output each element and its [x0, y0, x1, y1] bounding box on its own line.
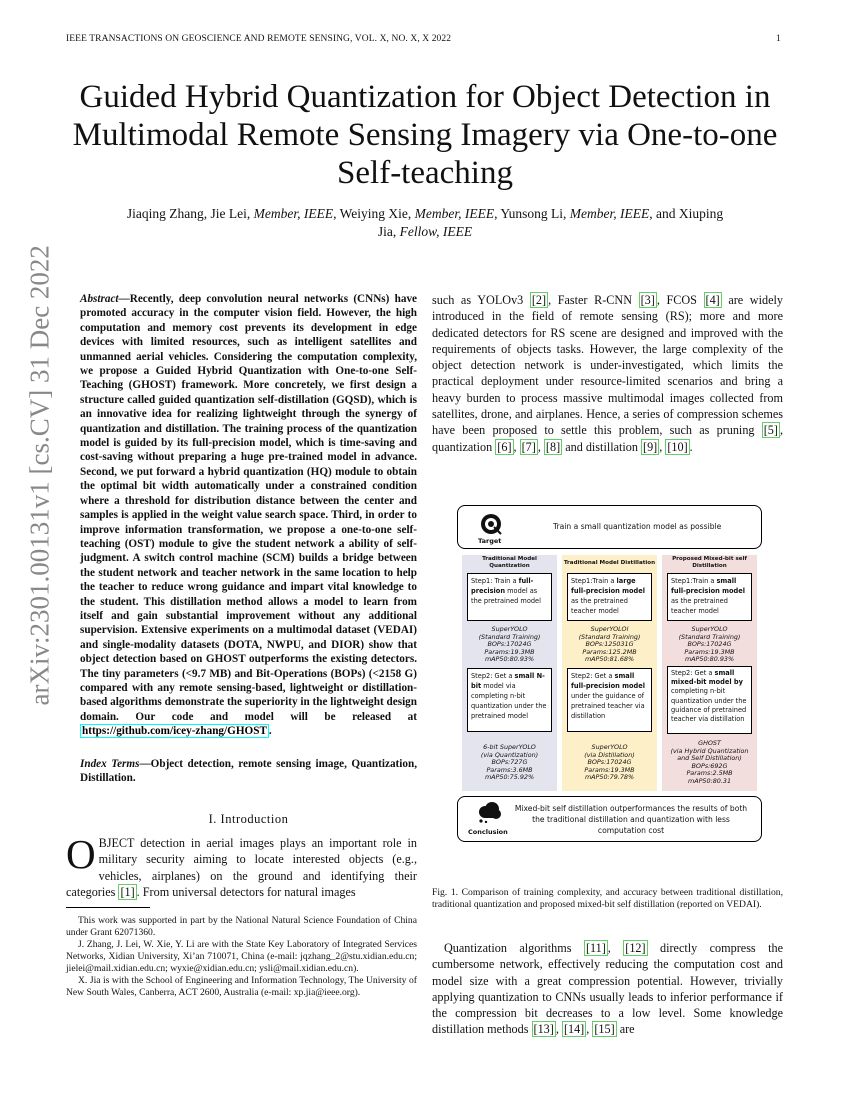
step1-box: Step1:Train a small full-precision model as the pretrained teacher model — [667, 573, 752, 621]
step2-box: Step2: Get a small mixed-bit model by completing n-bit quantization under the guidance of pretrained teacher via distillation — [667, 666, 752, 734]
citation[interactable]: [1] — [120, 884, 135, 899]
citation[interactable]: [11] — [585, 941, 606, 955]
citation[interactable]: [5] — [763, 423, 778, 438]
target-label: Target — [478, 537, 502, 545]
github-link[interactable]: https://github.com/icey-zhang/GHOST — [82, 725, 267, 738]
target-box — [457, 505, 762, 549]
stats-block: GHOST (via Hybrid Quantization and Self Distillation) BOPs:692G Params:2.5MB mAP50:80.31 — [670, 739, 749, 785]
footnote: X. Jia is with the School of Engineering and Information Technology, The University of New South Wales, Canberra, ACT 2600, Australia (e-mail: xp.jia@ieee.org). — [66, 975, 417, 998]
figure-1 — [457, 500, 762, 845]
citation[interactable]: [14] — [563, 1022, 585, 1037]
right-column-top: such as YOLOv3 [2] , Faster R-CNN [3] , FCOS [4] are widely introduced in the field of remote sensing (RS); more and more dedicated detectors for RS scene are designed and improved with the requirements of objects tasks. However, the large complexity of the object detection network is under-investigated, which limits the practical deployment under resource-limited scenarios and bring a heavy burden to process massive multimodal images collected from satellites, drone, and airplanes. Hence, a series of compression schemes have been proposed to settle this problem, such as pruning [5] , quantization [6] , [7] , [8] and distillation [9] , [10] . — [432, 293, 783, 454]
citation[interactable]: [6] — [497, 439, 512, 454]
column-title: Traditional Model Quantization — [482, 556, 537, 569]
step2-box: Step2: Get a small full-precision model under the guidance of pretrained teacher via distillation — [567, 668, 652, 732]
citation[interactable]: [15] — [594, 1022, 615, 1037]
citation[interactable]: [4] — [705, 293, 720, 307]
citation[interactable]: [9] — [643, 439, 658, 454]
citation[interactable]: [2] — [531, 293, 547, 307]
stats-block: SuperYOLO (Standard Training) BOPs:17024G Params:19.3MB mAP50:80.93% — [478, 625, 541, 664]
running-header: IEEE TRANSACTIONS ON GEOSCIENCE AND REMOTE SENSING, VOL. X, NO. X, X 2022 — [66, 34, 452, 44]
cloud-icon — [476, 801, 502, 823]
intro-paragraph: OBJECT detection in aerial images plays an important role in military security aiming to locate interested objects (e.g., vehicles, airplanes) on the ground and identifying their categories [1] . From universal detectors for natural images — [66, 831, 417, 899]
footnote: J. Zhang, J. Lei, W. Xie, Y. Li are with the State Key Laboratory of Integrated Services Networks, Xidian University, Xi’an 710071, China (e-mail: jqzhang_2@stu.xidian.edu.cn; jielei@mail.xidian.edu.cn; wyxie@xidian.edu.cn; ysli@mail.xidian.edu.cn). — [66, 939, 417, 974]
section-heading: I. Introduction — [208, 812, 289, 826]
authors: Jiaqing Zhang, Jie Lei, Member, IEEE, Weiying Xie, Member, IEEE, Yunsong Li, Member, IEEE, and Xiuping Jia, Fellow, IEEE — [126, 206, 724, 239]
footnote-rule — [66, 907, 150, 908]
target-text: Train a small quantization model as possible — [553, 522, 722, 531]
footnotes — [66, 915, 417, 999]
abstract-label: Abstract — [80, 293, 119, 305]
dropcap: O — [66, 831, 96, 877]
stats-block: SuperYOLOl (Standard Training) BOPs:125031G Params:125.2MB mAP50:81.68% — [578, 625, 641, 664]
conclusion-box — [457, 796, 762, 842]
index-terms: Index Terms—Object detection, remote sensing image, Quantization, Distillation. — [80, 758, 417, 785]
stats-block: 6-bit SuperYOLO (via Quantization) BOPs:727G Params:3.6MB mAP50:75.92% — [480, 743, 539, 782]
figure-caption: Fig. 1. Comparison of training complexity, and accuracy between traditional distillation, traditional quantization and proposed mixed-bit self distillation (reported on VEDAI). — [432, 887, 783, 910]
arxiv-watermark: arXiv:2301.00131v1 [cs.CV] 31 Dec 2022 — [24, 245, 55, 706]
citation[interactable]: [7] — [521, 439, 536, 454]
page-number: 1 — [776, 34, 781, 44]
citation[interactable]: [3] — [640, 293, 655, 307]
step2-box: Step2: Get a small N-bit model via completing n-bit quantization under the pretrained model — [467, 668, 552, 732]
footnote: This work was supported in part by the National Natural Science Foundation of China under Grant 62071360. — [66, 915, 417, 938]
citation[interactable]: [8] — [545, 439, 561, 454]
column-title: Proposed Mixed-bit self Distillation — [672, 556, 747, 569]
paper-title: Guided Hybrid Quantization for Object Detection in Multimodal Remote Sensing Imagery via One-to-one Self-teaching — [72, 79, 778, 191]
step1-box: Step1:Train a large full-precision model as the pretrained teacher model — [567, 573, 652, 621]
right-column-bottom: Quantization algorithms [11] , [12] directly compress the cumbersome network, effectively reducing the computation cost and model size with a great compression potential. However, trivially applying quantization to CNNs usually leads to inferior performance if the compression bit decreases to a low level. Some knowledge distillation methods [13] , [14] , [15] are — [432, 941, 783, 1037]
citation[interactable]: [13] — [533, 1022, 554, 1037]
step1-box: Step1: Train a full-precision model as the pretrained model — [467, 573, 552, 621]
target-icon — [480, 513, 502, 535]
conclusion-label: Conclusion — [468, 828, 508, 836]
citation[interactable]: [10] — [667, 439, 688, 454]
stats-block: SuperYOLO (via Distillation) BOPs:17024G Params:19.3MB mAP50:79.78% — [584, 743, 635, 782]
column-title: Traditional Model Distillation — [563, 560, 656, 566]
conclusion-text: Mixed-bit self distillation outperformances the results of both the traditional distillation and quantization with less computation cost — [514, 804, 748, 835]
citation[interactable]: [12] — [625, 941, 646, 955]
abstract: Abstract—Recently, deep convolution neural networks (CNNs) have promoted accuracy in the computer vision field. However, the high computation and memory cost prevents its development in edge devices with limited resources, such as intelligent satellites and unmanned aerial vehicles. Considering the computation complexity, we propose a Guided Hybrid Quantization with One-to-one Self-Teaching (GHOST) framework. More concretely, we first design a structure called guided quantization self-distillation (GQSD), which is an innovative idea for realizing lightweight through the synergy of quantization and distillation. The training process of the quantization model is guided by its full-precision model, which is time-saving and cost-saving without preparing a huge pre-trained model in advance. Second, we put forward a hybrid quantization (HQ) module to obtain the optimal bit width automatically under a constrained condition where a threshold for distribution distance between the center and samples is applied in the weight value search space. Third, in order to improve information transformation, we propose a one-to-one self-teaching (OST) module to give the student network a ability of self-judgment. A switch control machine (SCM) builds a bridge between the student network and teacher network in the same location to help the teacher to reduce wrong guidance and impart vital knowledge to the student. This distillation method allows a model to learn from itself and gain substantial improvement without any additional supervision. Extensive experiments on a multimodal dataset (VEDAI) and single-modality datasets (DOTA, NWPU, and DIOR) show that object detection based on GHOST outperforms the existing detectors. The tiny parameters (<9.7 MB) and Bit-Operations (BOPs) (<2158 G) compared with any remote sensing-based, lightweight or distillation-based algorithms demonstrate the superiority in the lightweight design domain. Our code and model will be released at https://github.com/icey-zhang/GHOST . — [80, 293, 417, 738]
stats-block: SuperYOLO (Standard Training) BOPs:17024G Params:19.3MB mAP50:80.93% — [678, 625, 741, 664]
